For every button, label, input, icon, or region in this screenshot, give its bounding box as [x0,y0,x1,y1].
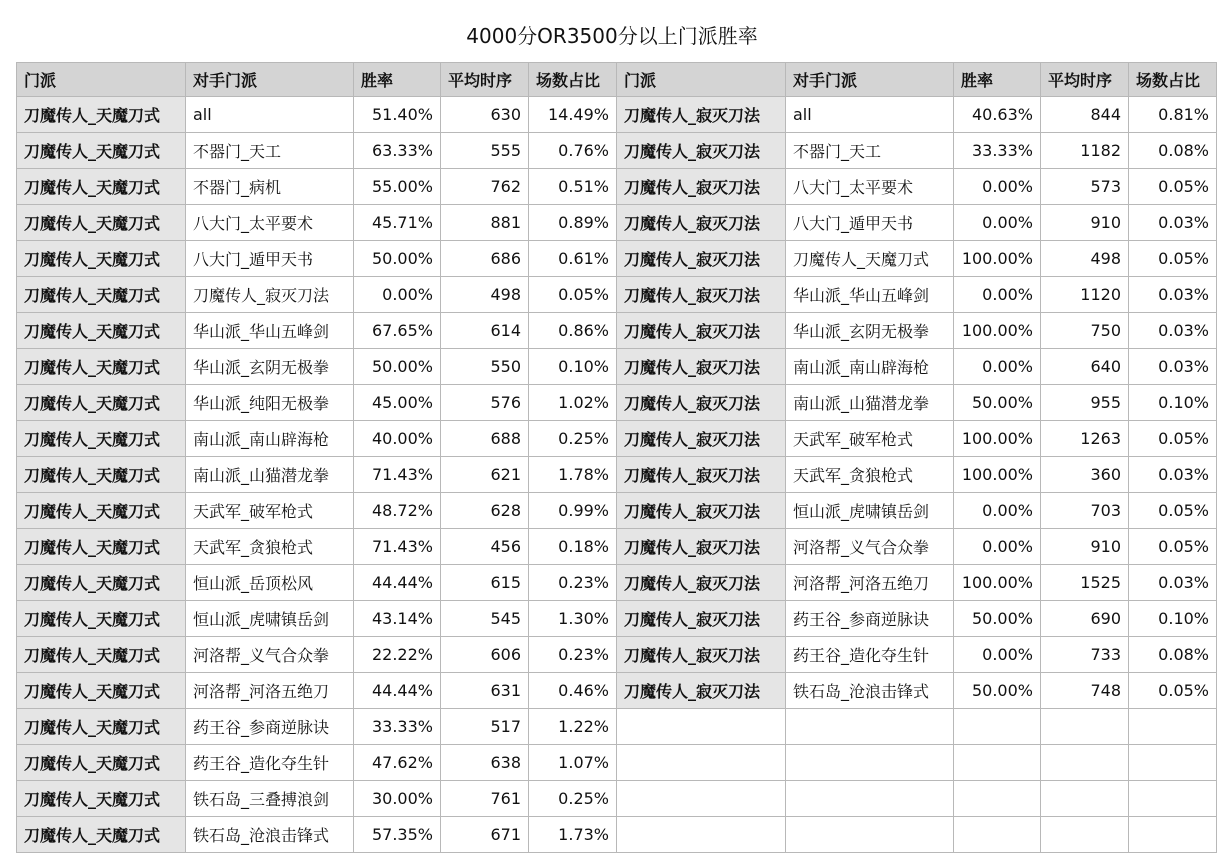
right-opponent-cell: 铁石岛_沧浪击锋式 [786,673,954,709]
left-share-cell: 1.73% [529,817,617,853]
table-row [17,817,1217,853]
right-avg-time-cell: 910 [1041,529,1129,565]
right-empty-cell [1129,817,1217,853]
header-avg-time-right: 平均时序 [1041,63,1129,97]
left-opponent-cell: 恒山派_岳顶松风 [186,565,354,601]
left-sect-cell: 刀魔传人_天魔刀式 [17,421,186,457]
left-avg-time-cell: 630 [441,97,529,133]
left-sect-cell: 刀魔传人_天魔刀式 [17,349,186,385]
right-sect-cell: 刀魔传人_寂灭刀法 [617,529,786,565]
right-sect-cell: 刀魔传人_寂灭刀法 [617,313,786,349]
right-sect-cell: 刀魔传人_寂灭刀法 [617,601,786,637]
right-opponent-cell: 药王谷_参商逆脉诀 [786,601,954,637]
left-sect-cell: 刀魔传人_天魔刀式 [17,601,186,637]
left-opponent-cell: 南山派_南山辟海枪 [186,421,354,457]
header-row [17,63,1217,97]
right-avg-time-cell: 703 [1041,493,1129,529]
left-avg-time-cell: 498 [441,277,529,313]
left-share-cell: 1.22% [529,709,617,745]
right-winrate-cell: 0.00% [954,493,1041,529]
right-empty-cell [1041,781,1129,817]
left-winrate-cell: 71.43% [354,529,441,565]
left-winrate-cell: 45.71% [354,205,441,241]
right-winrate-cell: 0.00% [954,205,1041,241]
right-winrate-cell: 0.00% [954,277,1041,313]
left-sect-cell: 刀魔传人_天魔刀式 [17,493,186,529]
right-sect-cell: 刀魔传人_寂灭刀法 [617,493,786,529]
left-opponent-cell: 华山派_玄阴无极拳 [186,349,354,385]
header-sect-right: 门派 [617,63,786,97]
right-share-cell: 0.05% [1129,421,1217,457]
left-avg-time-cell: 881 [441,205,529,241]
left-sect-cell: 刀魔传人_天魔刀式 [17,205,186,241]
right-sect-cell: 刀魔传人_寂灭刀法 [617,97,786,133]
right-avg-time-cell: 640 [1041,349,1129,385]
right-share-cell: 0.81% [1129,97,1217,133]
header-opponent-right: 对手门派 [786,63,954,97]
right-avg-time-cell: 690 [1041,601,1129,637]
right-avg-time-cell: 498 [1041,241,1129,277]
left-opponent-cell: 八大门_太平要术 [186,205,354,241]
left-opponent-cell: 恒山派_虎啸镇岳剑 [186,601,354,637]
left-share-cell: 0.89% [529,205,617,241]
left-winrate-cell: 47.62% [354,745,441,781]
right-share-cell: 0.03% [1129,349,1217,385]
header-share-right: 场数占比 [1129,63,1217,97]
table-row [17,745,1217,781]
right-share-cell: 0.03% [1129,457,1217,493]
right-avg-time-cell: 733 [1041,637,1129,673]
left-share-cell: 0.18% [529,529,617,565]
right-winrate-cell: 0.00% [954,169,1041,205]
table-row [17,97,1217,133]
left-share-cell: 1.30% [529,601,617,637]
left-share-cell: 0.23% [529,637,617,673]
left-sect-cell: 刀魔传人_天魔刀式 [17,637,186,673]
left-winrate-cell: 40.00% [354,421,441,457]
right-sect-cell: 刀魔传人_寂灭刀法 [617,277,786,313]
left-sect-cell: 刀魔传人_天魔刀式 [17,169,186,205]
right-winrate-cell: 33.33% [954,133,1041,169]
header-sect-left: 门派 [17,63,186,97]
left-winrate-cell: 48.72% [354,493,441,529]
left-opponent-cell: all [186,97,354,133]
left-avg-time-cell: 688 [441,421,529,457]
left-opponent-cell: 华山派_华山五峰剑 [186,313,354,349]
table-row [17,313,1217,349]
left-winrate-cell: 57.35% [354,817,441,853]
right-winrate-cell: 100.00% [954,457,1041,493]
left-sect-cell: 刀魔传人_天魔刀式 [17,385,186,421]
right-avg-time-cell: 748 [1041,673,1129,709]
right-sect-cell: 刀魔传人_寂灭刀法 [617,133,786,169]
table-body [17,97,1217,853]
left-winrate-cell: 33.33% [354,709,441,745]
left-avg-time-cell: 686 [441,241,529,277]
table-row [17,457,1217,493]
left-share-cell: 0.23% [529,565,617,601]
right-opponent-cell: 天武军_破军枪式 [786,421,954,457]
right-opponent-cell: 天武军_贪狼枪式 [786,457,954,493]
left-winrate-cell: 51.40% [354,97,441,133]
right-winrate-cell: 50.00% [954,385,1041,421]
right-empty-cell [954,709,1041,745]
table-row [17,673,1217,709]
left-avg-time-cell: 614 [441,313,529,349]
left-share-cell: 1.78% [529,457,617,493]
right-opponent-cell: 华山派_华山五峰剑 [786,277,954,313]
left-avg-time-cell: 671 [441,817,529,853]
left-share-cell: 0.51% [529,169,617,205]
right-empty-cell [617,745,786,781]
table-row [17,565,1217,601]
left-sect-cell: 刀魔传人_天魔刀式 [17,745,186,781]
left-winrate-cell: 63.33% [354,133,441,169]
left-winrate-cell: 67.65% [354,313,441,349]
right-share-cell: 0.05% [1129,169,1217,205]
left-winrate-cell: 50.00% [354,349,441,385]
right-empty-cell [617,817,786,853]
right-empty-cell [954,817,1041,853]
right-opponent-cell: 八大门_太平要术 [786,169,954,205]
right-sect-cell: 刀魔传人_寂灭刀法 [617,241,786,277]
left-opponent-cell: 八大门_遁甲天书 [186,241,354,277]
table-row [17,529,1217,565]
right-sect-cell: 刀魔传人_寂灭刀法 [617,421,786,457]
left-opponent-cell: 天武军_破军枪式 [186,493,354,529]
right-avg-time-cell: 360 [1041,457,1129,493]
right-empty-cell [954,745,1041,781]
left-winrate-cell: 44.44% [354,565,441,601]
right-winrate-cell: 40.63% [954,97,1041,133]
left-avg-time-cell: 555 [441,133,529,169]
right-sect-cell: 刀魔传人_寂灭刀法 [617,565,786,601]
winrate-table [16,62,1217,853]
right-avg-time-cell: 844 [1041,97,1129,133]
right-share-cell: 0.05% [1129,493,1217,529]
right-empty-cell [786,817,954,853]
right-share-cell: 0.05% [1129,529,1217,565]
right-winrate-cell: 0.00% [954,349,1041,385]
left-share-cell: 14.49% [529,97,617,133]
right-sect-cell: 刀魔传人_寂灭刀法 [617,205,786,241]
left-sect-cell: 刀魔传人_天魔刀式 [17,565,186,601]
right-empty-cell [617,781,786,817]
right-winrate-cell: 0.00% [954,637,1041,673]
right-opponent-cell: 华山派_玄阴无极拳 [786,313,954,349]
table-row [17,133,1217,169]
right-share-cell: 0.03% [1129,565,1217,601]
right-opponent-cell: 不器门_天工 [786,133,954,169]
left-opponent-cell: 不器门_病机 [186,169,354,205]
left-winrate-cell: 30.00% [354,781,441,817]
left-avg-time-cell: 606 [441,637,529,673]
left-opponent-cell: 不器门_天工 [186,133,354,169]
right-opponent-cell: 南山派_南山辟海枪 [786,349,954,385]
left-share-cell: 0.10% [529,349,617,385]
left-sect-cell: 刀魔传人_天魔刀式 [17,673,186,709]
left-sect-cell: 刀魔传人_天魔刀式 [17,457,186,493]
left-opponent-cell: 河洛帮_义气合众拳 [186,637,354,673]
left-sect-cell: 刀魔传人_天魔刀式 [17,709,186,745]
left-avg-time-cell: 545 [441,601,529,637]
table-row [17,349,1217,385]
left-share-cell: 0.86% [529,313,617,349]
right-empty-cell [1129,745,1217,781]
right-share-cell: 0.05% [1129,241,1217,277]
left-opponent-cell: 河洛帮_河洛五绝刀 [186,673,354,709]
left-avg-time-cell: 517 [441,709,529,745]
right-winrate-cell: 50.00% [954,601,1041,637]
right-winrate-cell: 100.00% [954,313,1041,349]
table-row [17,709,1217,745]
left-winrate-cell: 55.00% [354,169,441,205]
left-opponent-cell: 南山派_山猫潜龙拳 [186,457,354,493]
left-opponent-cell: 药王谷_参商逆脉诀 [186,709,354,745]
left-winrate-cell: 50.00% [354,241,441,277]
right-share-cell: 0.08% [1129,133,1217,169]
header-winrate-left: 胜率 [354,63,441,97]
right-avg-time-cell: 573 [1041,169,1129,205]
right-opponent-cell: 八大门_遁甲天书 [786,205,954,241]
left-share-cell: 1.02% [529,385,617,421]
right-empty-cell [786,781,954,817]
left-share-cell: 0.76% [529,133,617,169]
right-sect-cell: 刀魔传人_寂灭刀法 [617,637,786,673]
left-winrate-cell: 71.43% [354,457,441,493]
right-winrate-cell: 100.00% [954,241,1041,277]
header-opponent-left: 对手门派 [186,63,354,97]
left-sect-cell: 刀魔传人_天魔刀式 [17,97,186,133]
right-empty-cell [786,745,954,781]
right-sect-cell: 刀魔传人_寂灭刀法 [617,169,786,205]
right-share-cell: 0.10% [1129,601,1217,637]
table-row [17,781,1217,817]
right-opponent-cell: 河洛帮_义气合众拳 [786,529,954,565]
left-share-cell: 0.25% [529,781,617,817]
left-share-cell: 1.07% [529,745,617,781]
right-opponent-cell: 南山派_山猫潜龙拳 [786,385,954,421]
right-opponent-cell: 河洛帮_河洛五绝刀 [786,565,954,601]
right-empty-cell [954,781,1041,817]
left-sect-cell: 刀魔传人_天魔刀式 [17,529,186,565]
right-avg-time-cell: 1182 [1041,133,1129,169]
right-empty-cell [1129,709,1217,745]
table-row [17,385,1217,421]
table-row [17,601,1217,637]
left-opponent-cell: 华山派_纯阳无极拳 [186,385,354,421]
right-empty-cell [617,709,786,745]
left-avg-time-cell: 631 [441,673,529,709]
right-sect-cell: 刀魔传人_寂灭刀法 [617,349,786,385]
left-avg-time-cell: 456 [441,529,529,565]
right-avg-time-cell: 1263 [1041,421,1129,457]
left-winrate-cell: 43.14% [354,601,441,637]
right-opponent-cell: all [786,97,954,133]
left-sect-cell: 刀魔传人_天魔刀式 [17,781,186,817]
right-avg-time-cell: 1120 [1041,277,1129,313]
right-empty-cell [1129,781,1217,817]
table-row [17,169,1217,205]
right-opponent-cell: 药王谷_造化夺生针 [786,637,954,673]
right-empty-cell [786,709,954,745]
left-share-cell: 0.25% [529,421,617,457]
right-avg-time-cell: 1525 [1041,565,1129,601]
table-row [17,493,1217,529]
left-winrate-cell: 44.44% [354,673,441,709]
left-avg-time-cell: 628 [441,493,529,529]
right-winrate-cell: 100.00% [954,421,1041,457]
left-avg-time-cell: 615 [441,565,529,601]
header-avg-time-left: 平均时序 [441,63,529,97]
right-avg-time-cell: 750 [1041,313,1129,349]
right-opponent-cell: 恒山派_虎啸镇岳剑 [786,493,954,529]
right-avg-time-cell: 910 [1041,205,1129,241]
right-sect-cell: 刀魔传人_寂灭刀法 [617,457,786,493]
right-share-cell: 0.10% [1129,385,1217,421]
left-sect-cell: 刀魔传人_天魔刀式 [17,817,186,853]
right-avg-time-cell: 955 [1041,385,1129,421]
table-row [17,421,1217,457]
left-opponent-cell: 天武军_贪狼枪式 [186,529,354,565]
left-winrate-cell: 0.00% [354,277,441,313]
right-winrate-cell: 100.00% [954,565,1041,601]
table-row [17,205,1217,241]
left-winrate-cell: 22.22% [354,637,441,673]
table-row [17,637,1217,673]
left-opponent-cell: 刀魔传人_寂灭刀法 [186,277,354,313]
right-share-cell: 0.03% [1129,277,1217,313]
right-empty-cell [1041,745,1129,781]
left-avg-time-cell: 621 [441,457,529,493]
right-sect-cell: 刀魔传人_寂灭刀法 [617,385,786,421]
left-share-cell: 0.61% [529,241,617,277]
left-avg-time-cell: 576 [441,385,529,421]
right-winrate-cell: 0.00% [954,529,1041,565]
table-row [17,241,1217,277]
left-avg-time-cell: 550 [441,349,529,385]
left-avg-time-cell: 762 [441,169,529,205]
right-share-cell: 0.08% [1129,637,1217,673]
left-share-cell: 0.46% [529,673,617,709]
left-sect-cell: 刀魔传人_天魔刀式 [17,277,186,313]
left-share-cell: 0.05% [529,277,617,313]
left-avg-time-cell: 638 [441,745,529,781]
left-share-cell: 0.99% [529,493,617,529]
page-title: 4000分OR3500分以上门派胜率 [466,24,758,48]
left-winrate-cell: 45.00% [354,385,441,421]
right-empty-cell [1041,817,1129,853]
right-winrate-cell: 50.00% [954,673,1041,709]
right-share-cell: 0.03% [1129,205,1217,241]
header-share-left: 场数占比 [529,63,617,97]
left-avg-time-cell: 761 [441,781,529,817]
right-share-cell: 0.03% [1129,313,1217,349]
left-sect-cell: 刀魔传人_天魔刀式 [17,133,186,169]
left-sect-cell: 刀魔传人_天魔刀式 [17,313,186,349]
header-winrate-right: 胜率 [954,63,1041,97]
left-opponent-cell: 铁石岛_沧浪击锋式 [186,817,354,853]
table-row [17,277,1217,313]
left-sect-cell: 刀魔传人_天魔刀式 [17,241,186,277]
left-opponent-cell: 药王谷_造化夺生针 [186,745,354,781]
right-share-cell: 0.05% [1129,673,1217,709]
left-opponent-cell: 铁石岛_三叠搏浪剑 [186,781,354,817]
right-sect-cell: 刀魔传人_寂灭刀法 [617,673,786,709]
right-opponent-cell: 刀魔传人_天魔刀式 [786,241,954,277]
right-empty-cell [1041,709,1129,745]
